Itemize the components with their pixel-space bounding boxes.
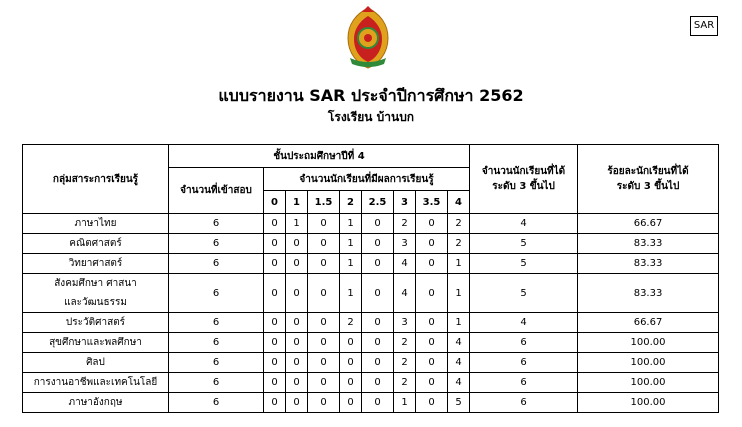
count3-cell: 4 — [470, 313, 578, 333]
level-header: ชั้นประถมศึกษาปีที่ 4 — [169, 145, 470, 168]
grade-count-cell: 1 — [394, 393, 416, 413]
table-row — [23, 254, 719, 274]
count3-cell: 5 — [470, 274, 578, 313]
percent3-header: ร้อยละนักเรียนที่ได้ ระดับ 3 ขึ้นไป — [578, 145, 719, 214]
grade-count-cell: 0 — [362, 234, 394, 254]
grade-level-header: 2.5 — [362, 191, 394, 214]
tested-cell: 6 — [169, 313, 264, 333]
grade-count-cell: 0 — [416, 373, 448, 393]
grade-count-cell: 0 — [264, 333, 286, 353]
grade-level-header: 0 — [264, 191, 286, 214]
grade-count-cell: 0 — [416, 393, 448, 413]
grade-count-cell: 4 — [448, 373, 470, 393]
grade-count-cell: 0 — [362, 373, 394, 393]
grade-count-cell: 1 — [448, 254, 470, 274]
table-row — [23, 274, 719, 313]
percent3-cell: 83.33 — [578, 254, 719, 274]
grade-count-cell: 0 — [264, 274, 286, 313]
grade-count-cell: 0 — [286, 313, 308, 333]
grade-count-cell: 2 — [448, 234, 470, 254]
subject-header: กลุ่มสาระการเรียนรู้ — [23, 145, 169, 214]
percent3-cell: 100.00 — [578, 353, 719, 373]
percent3-cell: 100.00 — [578, 333, 719, 353]
percent3-cell: 100.00 — [578, 393, 719, 413]
table-row — [23, 313, 719, 333]
grade-count-cell: 0 — [362, 254, 394, 274]
subject-cell: วิทยาศาสตร์ — [23, 254, 169, 274]
grade-count-cell: 0 — [416, 234, 448, 254]
grade-count-cell: 0 — [416, 313, 448, 333]
grade-count-cell: 1 — [340, 254, 362, 274]
count3-cell: 5 — [470, 234, 578, 254]
grade-count-cell: 0 — [362, 274, 394, 313]
grade-level-header: 4 — [448, 191, 470, 214]
count3-cell: 5 — [470, 254, 578, 274]
percent3-cell: 66.67 — [578, 214, 719, 234]
grade-count-cell: 0 — [362, 214, 394, 234]
table-row — [23, 234, 719, 254]
grade-count-cell: 0 — [308, 333, 340, 353]
page-title: แบบรายงาน SAR ประจำปีการศึกษา 2562 — [218, 86, 524, 105]
table-row — [23, 333, 719, 353]
grade-count-cell: 2 — [394, 333, 416, 353]
grade-count-cell: 0 — [264, 313, 286, 333]
grade-count-cell: 2 — [448, 214, 470, 234]
grade-count-cell: 0 — [264, 214, 286, 234]
subject-cell: สังคมศึกษา ศาสนา และวัฒนธรรม — [23, 274, 169, 313]
grade-count-cell: 4 — [394, 274, 416, 313]
count3-cell: 6 — [470, 333, 578, 353]
subject-cell: สุขศึกษาและพลศึกษา — [23, 333, 169, 353]
grade-count-cell: 0 — [286, 333, 308, 353]
grade-count-cell: 0 — [286, 353, 308, 373]
grade-count-cell: 2 — [394, 373, 416, 393]
table-row — [23, 353, 719, 373]
subject-cell: ภาษาไทย — [23, 214, 169, 234]
grade-count-cell: 0 — [264, 234, 286, 254]
grade-level-header: 2 — [340, 191, 362, 214]
grade-count-cell: 0 — [362, 313, 394, 333]
grade-count-cell: 2 — [394, 353, 416, 373]
tested-cell: 6 — [169, 234, 264, 254]
subject-cell: ประวัติศาสตร์ — [23, 313, 169, 333]
grade-count-cell: 1 — [448, 274, 470, 313]
grade-count-cell: 0 — [416, 333, 448, 353]
grade-count-cell: 0 — [340, 393, 362, 413]
grade-count-cell: 0 — [286, 274, 308, 313]
grade-count-cell: 0 — [416, 254, 448, 274]
grade-count-cell: 0 — [308, 254, 340, 274]
school-emblem-icon — [340, 6, 396, 70]
subject-cell: ภาษาอังกฤษ — [23, 393, 169, 413]
grade-count-cell: 0 — [362, 353, 394, 373]
grade-count-cell: 1 — [340, 274, 362, 313]
percent3-cell: 66.67 — [578, 313, 719, 333]
tested-cell: 6 — [169, 333, 264, 353]
grade-count-cell: 4 — [448, 353, 470, 373]
subject-cell: คณิตศาสตร์ — [23, 234, 169, 254]
grade-count-cell: 0 — [308, 214, 340, 234]
grade-count-cell: 1 — [448, 313, 470, 333]
school-name: โรงเรียน บ้านบก — [327, 110, 415, 124]
grade-count-cell: 4 — [394, 254, 416, 274]
grade-count-cell: 0 — [416, 353, 448, 373]
subject-cell: ศิลป — [23, 353, 169, 373]
grade-count-cell: 0 — [340, 353, 362, 373]
grade-count-cell: 4 — [448, 333, 470, 353]
grade-count-cell: 0 — [286, 393, 308, 413]
grade-count-cell: 0 — [264, 373, 286, 393]
grade-count-cell: 3 — [394, 234, 416, 254]
grade-count-cell: 1 — [340, 214, 362, 234]
grade-count-cell: 0 — [340, 373, 362, 393]
grade-count-cell: 2 — [340, 313, 362, 333]
tested-cell: 6 — [169, 373, 264, 393]
count3-cell: 6 — [470, 393, 578, 413]
grades-header: จำนวนนักเรียนที่มีผลการเรียนรู้ — [264, 168, 470, 191]
tested-cell: 6 — [169, 254, 264, 274]
grade-count-cell: 0 — [340, 333, 362, 353]
grade-count-cell: 2 — [394, 214, 416, 234]
grade-count-cell: 0 — [264, 254, 286, 274]
count3-cell: 4 — [470, 214, 578, 234]
count3-cell: 6 — [470, 353, 578, 373]
grade-count-cell: 0 — [286, 373, 308, 393]
tested-cell: 6 — [169, 214, 264, 234]
percent3-cell: 100.00 — [578, 373, 719, 393]
grade-count-cell: 0 — [308, 353, 340, 373]
grade-count-cell: 5 — [448, 393, 470, 413]
tested-header: จำนวนที่เข้าสอบ — [169, 168, 264, 214]
grade-count-cell: 0 — [308, 234, 340, 254]
count3-header: จำนวนนักเรียนที่ได้ ระดับ 3 ขึ้นไป — [470, 145, 578, 214]
table-row — [23, 373, 719, 393]
percent3-cell: 83.33 — [578, 234, 719, 254]
sar-report-table — [22, 144, 719, 413]
grade-count-cell: 0 — [362, 393, 394, 413]
grade-count-cell: 0 — [416, 214, 448, 234]
tested-cell: 6 — [169, 353, 264, 373]
grade-count-cell: 0 — [286, 254, 308, 274]
grade-count-cell: 0 — [264, 393, 286, 413]
grade-count-cell: 0 — [264, 353, 286, 373]
table-row — [23, 214, 719, 234]
grade-count-cell: 0 — [286, 234, 308, 254]
grade-count-cell: 0 — [308, 274, 340, 313]
grade-level-header: 1 — [286, 191, 308, 214]
subject-cell: การงานอาชีพและเทคโนโลยี — [23, 373, 169, 393]
grade-count-cell: 1 — [340, 234, 362, 254]
grade-count-cell: 1 — [286, 214, 308, 234]
grade-count-cell: 0 — [308, 393, 340, 413]
grade-count-cell: 0 — [308, 313, 340, 333]
grade-count-cell: 0 — [308, 373, 340, 393]
grade-count-cell: 3 — [394, 313, 416, 333]
grade-count-cell: 0 — [416, 274, 448, 313]
sar-badge: SAR — [690, 16, 718, 36]
grade-level-header: 1.5 — [308, 191, 340, 214]
table-body — [23, 214, 719, 413]
grade-level-header: 3.5 — [416, 191, 448, 214]
percent3-cell: 83.33 — [578, 274, 719, 313]
grade-count-cell: 0 — [362, 333, 394, 353]
tested-cell: 6 — [169, 274, 264, 313]
count3-cell: 6 — [470, 373, 578, 393]
grade-level-header: 3 — [394, 191, 416, 214]
table-row — [23, 393, 719, 413]
tested-cell: 6 — [169, 393, 264, 413]
